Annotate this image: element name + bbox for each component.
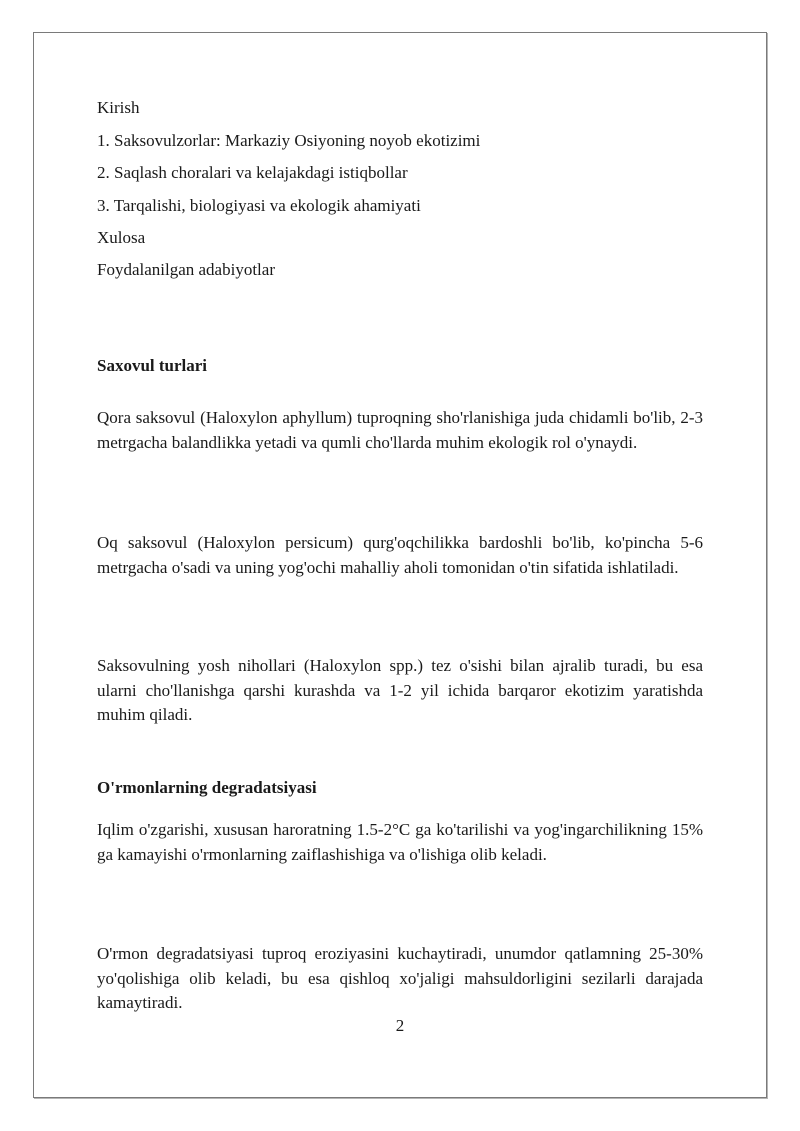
toc-item-2: 2. Saqlash choralari va kelajakdagi istiqbollar	[97, 163, 408, 182]
section-heading-forest-degradation: O'rmonlarning degradatsiyasi	[97, 778, 317, 797]
paragraph-young-saplings: Saksovulning yosh nihollari (Haloxylon spp.) tez o'sishi bilan ajralib turadi, bu esa ularni cho'llanishga qarshi kurashda va 1-2 yil ichida barqaror ekotizim yaratishda muhim qiladi.	[97, 656, 703, 724]
paragraph-black-saxaul: Qora saksovul (Haloxylon aphyllum) tuproqning sho'rlanishiga juda chidamli bo'lib, 2-3 metrgacha balandlikka yetadi va qumli cho'llarda muhim ekologik rol o'ynaydi.	[97, 408, 703, 452]
section-heading-saxovul-turlari: Saxovul turlari	[97, 356, 208, 375]
toc-item-introduction: Kirish	[97, 98, 140, 117]
paragraph-white-saxaul: Oq saksovul (Haloxylon persicum) qurg'oqchilikka bardoshli bo'lib, ko'pincha 5-6 metrgacha o'sadi va uning yog'ochi mahalliy aholi tomonidan o'tin sifatida ishlatiladi.	[97, 533, 703, 577]
page-number: 2	[395, 1016, 405, 1035]
toc-item-1: 1. Saksovulzorlar: Markaziy Osiyoning noyob ekotizimi	[97, 131, 481, 150]
paragraph-climate-change: Iqlim o'zgarishi, xususan haroratning 1.5-2°C ga ko'tarilishi va yog'ingarchilikning 15% ga kamayishi o'rmonlarning zaiflashishiga va o'lishiga olib keladi.	[97, 820, 703, 864]
toc-item-3: 3. Tarqalishi, biologiyasi va ekologik ahamiyati	[97, 196, 421, 215]
toc-item-references: Foydalanilgan adabiyotlar	[97, 260, 275, 279]
toc-item-conclusion: Xulosa	[97, 228, 146, 247]
paragraph-soil-erosion: O'rmon degradatsiyasi tuproq eroziyasini kuchaytiradi, unumdor qatlamning 25-30% yo'qolishiga olib keladi, bu esa qishloq xo'jaligi mahsuldorligini sezilarli darajada kamaytiradi.	[97, 944, 703, 1012]
